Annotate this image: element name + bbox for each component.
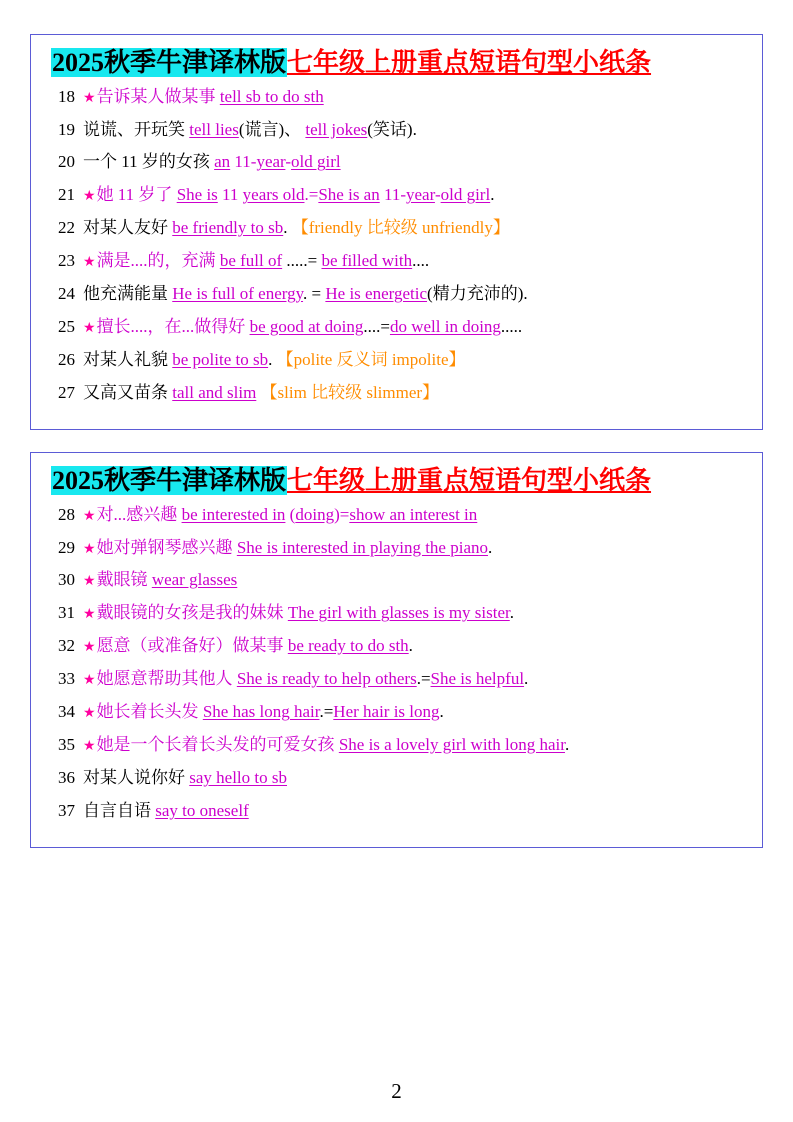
line-number: 37 bbox=[58, 801, 75, 820]
text-segment: 她是一个长着长头发的可爱女孩 bbox=[96, 735, 335, 755]
line-number: 32 bbox=[58, 636, 75, 656]
star-icon: ★ bbox=[83, 189, 96, 205]
line-content bbox=[83, 217, 748, 240]
phrase-line bbox=[45, 86, 748, 109]
line-number: 23 bbox=[58, 251, 75, 271]
text-segment: old girl bbox=[440, 185, 491, 205]
star-icon: ★ bbox=[83, 321, 96, 337]
text-segment: (精力充沛的). bbox=[427, 284, 528, 304]
text-segment: 擅长....，在...做得好 bbox=[96, 317, 246, 337]
star-icon: ★ bbox=[83, 706, 96, 722]
line-number: 18 bbox=[58, 86, 75, 106]
phrase-line bbox=[45, 569, 748, 592]
text-segment: be good at doing bbox=[249, 317, 364, 337]
text-segment: . bbox=[283, 218, 292, 238]
text-segment: year bbox=[406, 185, 435, 205]
line-content bbox=[83, 382, 748, 405]
line-content bbox=[83, 184, 748, 207]
text-segment: be filled with bbox=[321, 251, 413, 271]
text-segment: . bbox=[524, 669, 529, 689]
phrase-line bbox=[45, 151, 748, 174]
star-icon: ★ bbox=[83, 508, 96, 524]
line-number: 29 bbox=[58, 537, 75, 557]
line-number: 36 bbox=[58, 768, 75, 788]
text-segment: 【friendly 比较级 unfriendly】 bbox=[291, 218, 510, 238]
text-segment: . bbox=[564, 735, 570, 755]
phrase-line bbox=[45, 217, 748, 240]
text-segment: 11 bbox=[217, 185, 243, 205]
text-segment: . bbox=[439, 702, 444, 722]
text-segment: She is an bbox=[318, 185, 380, 205]
text-segment: .= bbox=[319, 702, 334, 722]
text-segment: say hello to sb bbox=[189, 768, 287, 788]
text-segment: years old bbox=[242, 185, 305, 205]
phrase-line bbox=[45, 668, 748, 691]
text-segment: )= bbox=[334, 504, 350, 524]
text-segment: . bbox=[490, 185, 495, 205]
text-segment: He is energetic bbox=[325, 284, 428, 304]
text-segment: tell sb to do sth bbox=[219, 86, 324, 106]
text-segment: . bbox=[268, 350, 277, 370]
text-segment: 她愿意帮助其他人 bbox=[96, 669, 233, 689]
line-number: 31 bbox=[58, 603, 75, 623]
phrase-line bbox=[45, 382, 748, 405]
text-segment: tell lies bbox=[189, 119, 239, 139]
text-segment: ( bbox=[285, 504, 296, 524]
text-segment: tell jokes bbox=[305, 119, 368, 139]
line-content bbox=[83, 701, 748, 724]
text-segment: 对某人说你好 bbox=[83, 768, 185, 788]
card-title bbox=[51, 49, 748, 78]
line-content bbox=[83, 250, 748, 273]
text-segment: She has long hair bbox=[202, 702, 320, 722]
card-title-red: 七年级上册重点短语句型小纸条 bbox=[287, 465, 652, 495]
text-segment: be ready to do sth bbox=[287, 636, 409, 656]
line-content bbox=[83, 767, 748, 790]
phrase-line bbox=[45, 349, 748, 372]
line-content bbox=[83, 602, 748, 625]
card-title-highlight: 2025秋季牛津译林版 bbox=[52, 48, 287, 77]
text-segment: wear glasses bbox=[151, 570, 238, 590]
line-number: 34 bbox=[58, 702, 75, 722]
star-icon: ★ bbox=[83, 90, 96, 106]
phrase-line bbox=[45, 250, 748, 273]
line-number: 24 bbox=[58, 284, 75, 304]
line-number: 19 bbox=[58, 119, 75, 139]
text-segment: an bbox=[214, 152, 231, 172]
note-card bbox=[30, 34, 763, 430]
star-icon: ★ bbox=[83, 541, 96, 557]
phrase-line bbox=[45, 316, 748, 339]
line-number: 26 bbox=[58, 350, 75, 370]
line-content bbox=[83, 635, 748, 658]
line-content bbox=[83, 800, 748, 823]
text-segment: 又高又苗条 bbox=[83, 383, 168, 403]
text-segment: The girl with glasses is my sister bbox=[287, 603, 510, 623]
line-number: 28 bbox=[58, 504, 75, 524]
text-segment: 她对弹钢琴感兴趣 bbox=[96, 537, 233, 557]
text-segment: 对某人礼貌 bbox=[83, 350, 168, 370]
text-segment: 满是....的，充满 bbox=[96, 251, 216, 271]
text-segment: 【polite 反义词 impolite】 bbox=[276, 350, 466, 370]
star-icon: ★ bbox=[83, 640, 96, 656]
phrase-line bbox=[45, 537, 748, 560]
line-content bbox=[83, 734, 748, 757]
text-segment: 愿意（或准备好）做某事 bbox=[96, 636, 284, 656]
text-segment: .= bbox=[304, 185, 319, 205]
text-segment: .= bbox=[416, 669, 431, 689]
text-segment: 她 11 岁了 bbox=[96, 185, 173, 205]
text-segment: 说谎、开玩笑 bbox=[83, 119, 185, 139]
text-segment: She is interested in playing the piano bbox=[236, 537, 488, 557]
line-content bbox=[83, 283, 748, 306]
line-content bbox=[83, 569, 748, 592]
line-content bbox=[83, 151, 748, 174]
text-segment: He is full of energy bbox=[172, 284, 304, 304]
text-segment: be friendly to sb bbox=[172, 218, 284, 238]
text-segment: 自言自语 bbox=[83, 801, 151, 820]
text-segment: doing bbox=[295, 504, 335, 524]
text-segment: . bbox=[408, 636, 413, 656]
text-segment: 11- bbox=[230, 152, 257, 172]
line-content bbox=[83, 537, 748, 560]
text-segment: Her hair is long bbox=[333, 702, 440, 722]
cards-container bbox=[30, 34, 763, 848]
line-content bbox=[83, 349, 748, 372]
page-number: 2 bbox=[391, 1079, 402, 1103]
phrase-line bbox=[45, 602, 748, 625]
star-icon: ★ bbox=[83, 607, 96, 623]
text-segment: She is a lovely girl with long hair bbox=[338, 735, 565, 755]
star-icon: ★ bbox=[83, 739, 96, 755]
star-icon: ★ bbox=[83, 673, 96, 689]
star-icon: ★ bbox=[83, 574, 96, 590]
line-number: 22 bbox=[58, 218, 75, 238]
text-segment: 一个 11 岁的女孩 bbox=[83, 152, 210, 172]
text-segment: - bbox=[285, 152, 292, 172]
star-icon: ★ bbox=[83, 255, 96, 271]
text-segment: ....= bbox=[363, 317, 390, 337]
line-content bbox=[83, 504, 748, 527]
text-segment: - bbox=[434, 185, 441, 205]
text-segment: do well in doing bbox=[389, 317, 501, 337]
text-segment: 他充满能量 bbox=[83, 284, 168, 304]
text-segment: 戴眼镜的女孩是我的妹妹 bbox=[96, 603, 284, 623]
card-title-highlight: 2025秋季牛津译林版 bbox=[52, 465, 287, 495]
phrase-line bbox=[45, 767, 748, 790]
text-segment: show an interest in bbox=[349, 504, 478, 524]
phrase-line bbox=[45, 119, 748, 142]
phrase-line bbox=[45, 184, 748, 207]
text-segment: She is helpful bbox=[430, 669, 525, 689]
phrase-line bbox=[45, 504, 748, 527]
line-number: 25 bbox=[58, 317, 75, 337]
text-segment: 告诉某人做某事 bbox=[96, 86, 216, 106]
line-number: 30 bbox=[58, 570, 75, 590]
text-segment: year bbox=[256, 152, 286, 172]
phrase-line bbox=[45, 283, 748, 306]
line-content bbox=[83, 119, 748, 142]
card-title bbox=[51, 467, 748, 496]
phrase-line bbox=[45, 734, 748, 757]
card-title-red: 七年级上册重点短语句型小纸条 bbox=[287, 48, 652, 77]
text-segment: say to oneself bbox=[155, 801, 249, 820]
text-segment: 11- bbox=[379, 185, 407, 205]
text-segment: 对...感兴趣 bbox=[96, 504, 178, 524]
phrase-line bbox=[45, 635, 748, 658]
text-segment: . bbox=[509, 603, 514, 623]
text-segment: (笑话). bbox=[367, 119, 417, 139]
phrase-line bbox=[45, 800, 748, 823]
text-segment: be interested in bbox=[181, 504, 286, 524]
text-segment: be polite to sb bbox=[172, 350, 269, 370]
line-content bbox=[83, 86, 748, 109]
text-segment: 戴眼镜 bbox=[96, 570, 148, 590]
text-segment: 对某人友好 bbox=[83, 218, 168, 238]
line-number: 27 bbox=[58, 383, 75, 403]
text-segment: (谎言)、 bbox=[238, 119, 302, 139]
note-card bbox=[30, 452, 763, 848]
line-number: 33 bbox=[58, 669, 75, 689]
text-segment: ..... bbox=[500, 317, 523, 337]
text-segment: be full of bbox=[219, 251, 283, 271]
line-number: 21 bbox=[58, 185, 75, 205]
text-segment: tall and slim bbox=[172, 383, 257, 403]
phrase-line bbox=[45, 701, 748, 724]
text-segment: 她长着长头发 bbox=[96, 702, 199, 722]
text-segment: . = bbox=[303, 284, 326, 304]
text-segment: She is bbox=[176, 185, 218, 205]
line-number: 35 bbox=[58, 735, 75, 755]
line-content bbox=[83, 668, 748, 691]
line-content bbox=[83, 316, 748, 339]
text-segment: . bbox=[488, 537, 493, 557]
line-number: 20 bbox=[58, 152, 75, 172]
text-segment: .... bbox=[412, 251, 430, 271]
text-segment: 【slim 比较级 slimmer】 bbox=[260, 383, 440, 403]
text-segment: .....= bbox=[282, 251, 322, 271]
text-segment: She is ready to help others bbox=[236, 669, 417, 689]
text-segment: old girl bbox=[291, 152, 341, 172]
